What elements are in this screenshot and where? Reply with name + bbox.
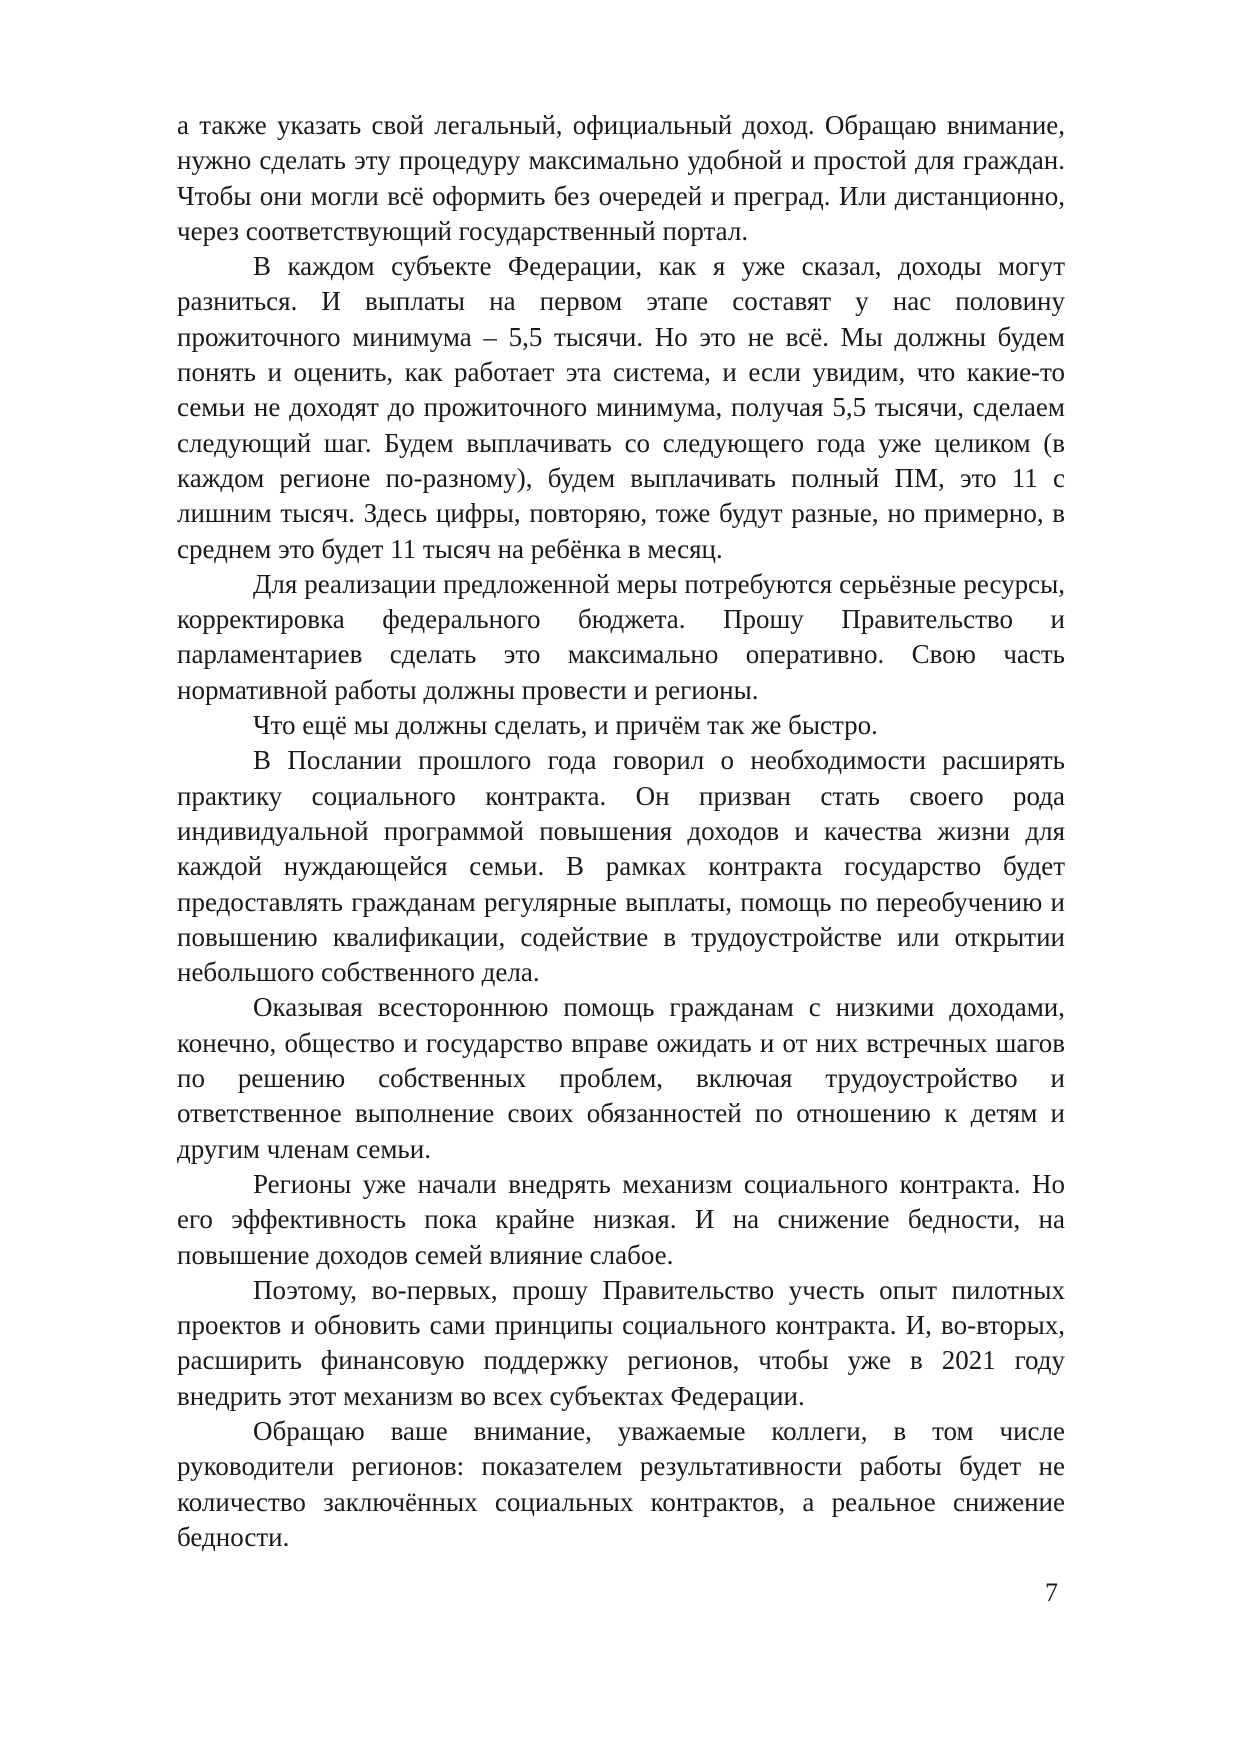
paragraph: Поэтому, во-первых, прошу Правительство учесть опыт пилотных проектов и обновить сами принципы социального контракта. И, во-вторых, расширить финансовую поддержку регионов, чтобы уже в 2021 году внедрить этот механизм во всех субъектах Федерации. — [177, 1274, 1065, 1411]
paragraph: Оказывая всестороннюю помощь гражданам с низкими доходами, конечно, общество и государство вправе ожидать и от них встречных шагов по решению собственных проблем, включая трудоустройство и ответственное выполнение своих обязанностей по отношению к детям и другим членам семьи. — [177, 992, 1065, 1164]
paragraph: Обращаю ваше внимание, уважаемые коллеги, в том числе руководители регионов: показателем результативности работы будет не количество заключённых социальных контрактов, а реальное снижение бедности. — [177, 1415, 1065, 1552]
paragraph: Что ещё мы должны сделать, и причём так же быстро. — [253, 710, 878, 741]
paragraph: В каждом субъекте Федерации, как я уже сказал, доходы могут разниться. И выплаты на первом этапе составят у нас половину прожиточного минимума – 5,5 тысячи. Но это не всё. Мы должны будем понять и оценить, как работает эта система, и если увидим, что какие-то семьи не доходят до прожиточного минимума, получая 5,5 тысячи, сделаем следующий шаг. Будем выплачивать со следующего года уже целиком (в каждом регионе по-разному), будем выплачивать полный ПМ, это 11 с лишним тысяч. Здесь цифры, повторяю, тоже будут разные, но примерно, в среднем это будет 11 тысяч на ребёнка в месяц. — [177, 251, 1065, 564]
body-text — [177, 108, 1065, 1555]
paragraph: Для реализации предложенной меры потребуются серьёзные ресурсы, корректировка федерального бюджета. Прошу Правительство и парламентариев сделать это максимально оперативно. Свою часть нормативной работы должны провести и регионы. — [177, 568, 1065, 705]
page-number: 7 — [1045, 1578, 1058, 1607]
paragraph-continuation: а также указать свой легальный, официальный доход. Обращаю внимание, нужно сделать эту процедуру максимально удобной и простой для граждан. Чтобы они могли всё оформить без очередей и преград. Или дистанционно, через соответствующий государственный портал. — [177, 110, 1065, 246]
paragraph: Регионы уже начали внедрять механизм социального контракта. Но его эффективность пока крайне низкая. И на снижение бедности, на повышение доходов семей влияние слабое. — [177, 1168, 1065, 1270]
paragraph: В Послании прошлого года говорил о необходимости расширять практику социального контракта. Он призван стать своего рода индивидуальной программой повышения доходов и качества жизни для каждой нуждающейся семьи. В рамках контракта государство будет предоставлять гражданам регулярные выплаты, помощь по переобучению и повышению квалификации, содействие в трудоустройстве или открытии небольшого собственного дела. — [177, 745, 1065, 988]
